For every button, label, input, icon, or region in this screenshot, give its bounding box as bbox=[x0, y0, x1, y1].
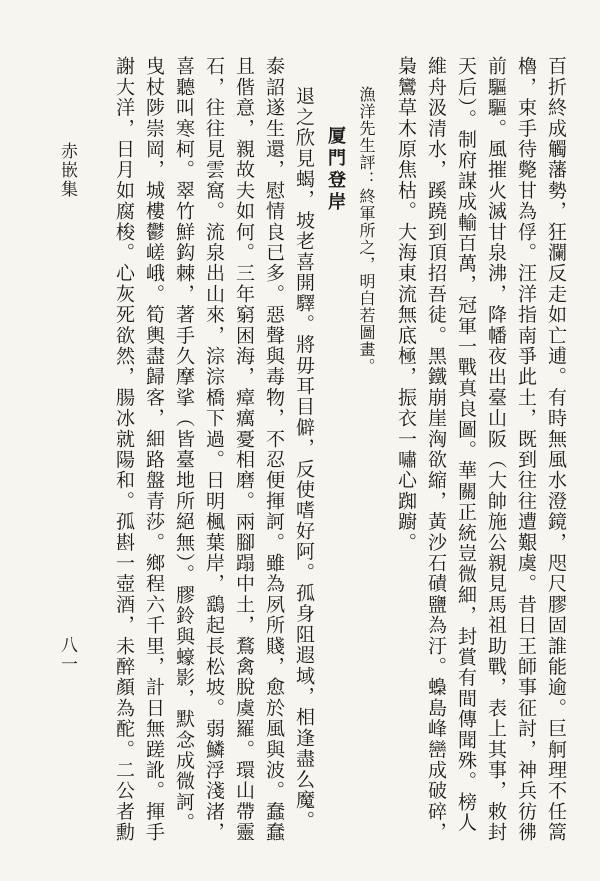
text-column-left-1: 退之欣見蝎，坡老喜開驛。將毋耳目僻，反使嗜好阿。孤身阻遐域，相逢盡么魔。 bbox=[293, 86, 315, 832]
text-column-right-5: 維舟汲清水，蹊蹺到頂招吾徒。黑鐵崩崖洶欲縮，黃沙石磧鹽為汙。蟂島峰巒成破碎， bbox=[425, 56, 447, 843]
text-column-left-2: 泰詔遂生還，慰情良已多。惡聲與毒物，不忍便揮訶。雖為夙所賤，愈於風與波。蠢蠢 bbox=[263, 56, 285, 843]
text-column-right-4: 天后）。制府謀成輸百萬，冠軍一戰真良圖。華關正統豈微細，封賞有間傳聞殊。榜人 bbox=[455, 56, 477, 834]
page-number: 八一 bbox=[57, 636, 77, 674]
poem-title: 厦門登岸 bbox=[325, 126, 346, 214]
text-column-right-3: 前驅驅。風摧火滅甘泉沸，降幡夜出臺山阪（大帥施公親見馬祖助戰，表上其事，敕封 bbox=[485, 56, 507, 843]
commentary-note: 漁洋先生評：終軍所之，明白若圖畫。 bbox=[357, 86, 376, 375]
text-column-right-6: 梟鸞草木原焦枯。大海東流無底極，振衣一嘯心踟躕。 bbox=[395, 56, 417, 553]
text-column-left-4: 石，往往見雲窩。流泉出山來，淙淙橋下過。日明楓葉岸，鷂起長松坡。弱鱗浮淺渚， bbox=[203, 56, 225, 843]
text-column-left-7: 謝大洋，日月如腐梭。心灰死欲然，腸冰就陽和。孤斟一壺酒，未醉顏為酡。二公者勳 bbox=[113, 56, 135, 843]
text-column-right-2: 櫓，束手待斃甘為俘。汪洋指南爭此土，既到往往遭艱虞。昔日王師事征討，神兵彷彿 bbox=[515, 56, 537, 843]
text-column-left-5: 喜聽叫寒柯。翠竹鮮鈎棘，著手久摩挲（皆臺地所絕無）。膠鈴與蠔影，默念成微訶。 bbox=[173, 56, 195, 834]
running-head: 赤嵌集 bbox=[57, 142, 77, 199]
text-column-left-3: 且偕意，親故夫如何。三年窮困海，瘴癘憂相磨。兩腳蹋中土，鶩禽脫虞羅。環山帶靈 bbox=[233, 56, 255, 843]
text-column-right-1: 百折終成觸藩勢，狂瀾反走如亡逋。有時無風水澄鏡，咫尺膠固誰能逾。巨舸理不任篙 bbox=[545, 56, 567, 843]
text-column-left-6: 曳杖陟崇岡，城樓鬱嵯峨。筍輿盡歸客，細路盤青莎。鄉程六千里，計日無蹉訛。揮手 bbox=[143, 56, 165, 843]
